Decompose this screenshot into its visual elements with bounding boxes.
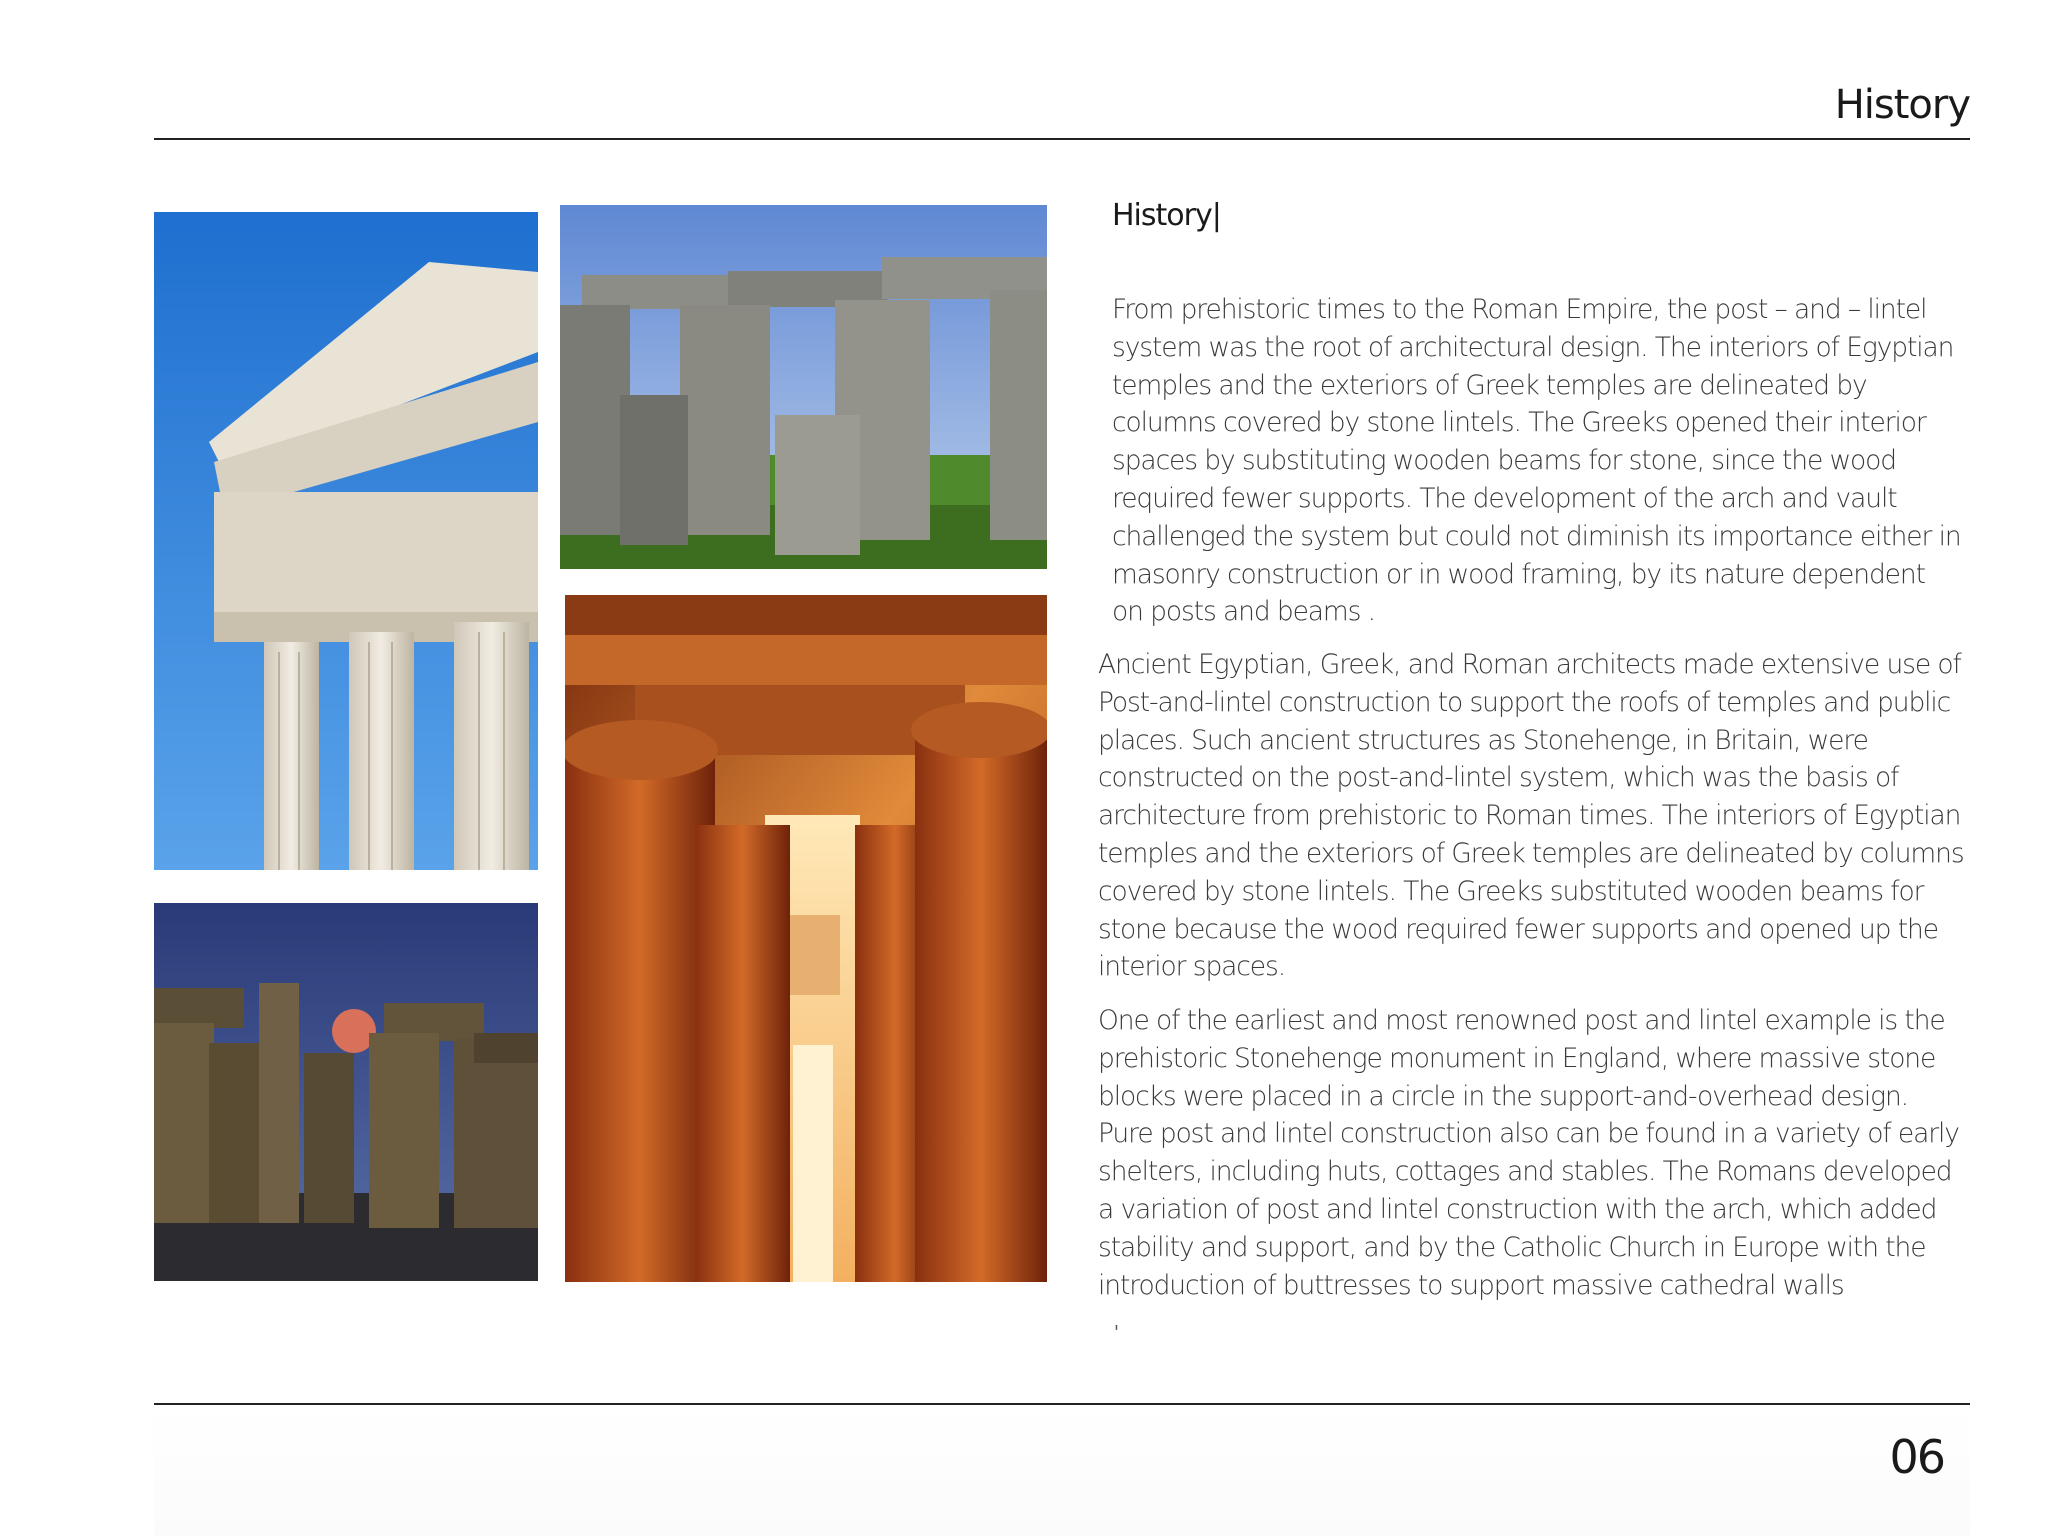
page-number: 06 xyxy=(1889,1430,1944,1484)
stonehenge-day-photo xyxy=(560,205,1047,569)
section-heading: History| xyxy=(1112,198,1221,233)
parthenon-photo xyxy=(154,212,538,870)
header-title: History xyxy=(1834,82,1970,128)
paragraph-ancient-architects: Ancient Egyptian, Greek, and Roman architects made extensive use of Post-and-lintel construction to support the roofs of temples and public places. Such ancient structures as Stonehenge, in Britain, were constructed on the post-and-lintel system, which was the basis of architecture from prehistoric to Roman times. The interiors of Egyptian temples and the exteriors of Greek temples are delineated by columns covered by stone lintels. The Greeks substituted wooden beams for stone because the wood required fewer supports and opened up the interior spaces. xyxy=(1098,649,1964,983)
footer-rule xyxy=(154,1403,1970,1405)
header-rule xyxy=(154,138,1970,140)
paragraph-stonehenge: One of the earliest and most renowned post and lintel example is the prehistoric Stonehenge monument in England, where massive stone blocks were placed in a circle in the support-and-overhead design. Pure post and lintel construction also can be found in a variety of early shelters, including huts, cottages and stables. The Romans developed a variation of post and lintel construction with the arch, which added stability and support, and by the Catholic Church in Europe with the introduction of buttresses to support massive cathedral walls xyxy=(1098,1005,1959,1301)
footer-area xyxy=(154,1406,1970,1536)
stonehenge-night-photo xyxy=(154,903,538,1281)
paragraph-intro: From prehistoric times to the Roman Empire, the post – and – lintel system was the root of architectural design. The interiors of Egyptian temples and the exteriors of Greek temples are delineated by columns covered by stone lintels. The Greeks opened their interior spaces by substituting wooden beams for stone, since the wood required fewer supports. The development of the arch and vault challenged the system but could not diminish its importance either in masonry construction or in wood framing, by its nature dependent on posts and beams . xyxy=(1112,294,1961,628)
stray-mark: ' xyxy=(1114,1322,1119,1343)
karnak-temple-photo xyxy=(565,595,1047,1282)
